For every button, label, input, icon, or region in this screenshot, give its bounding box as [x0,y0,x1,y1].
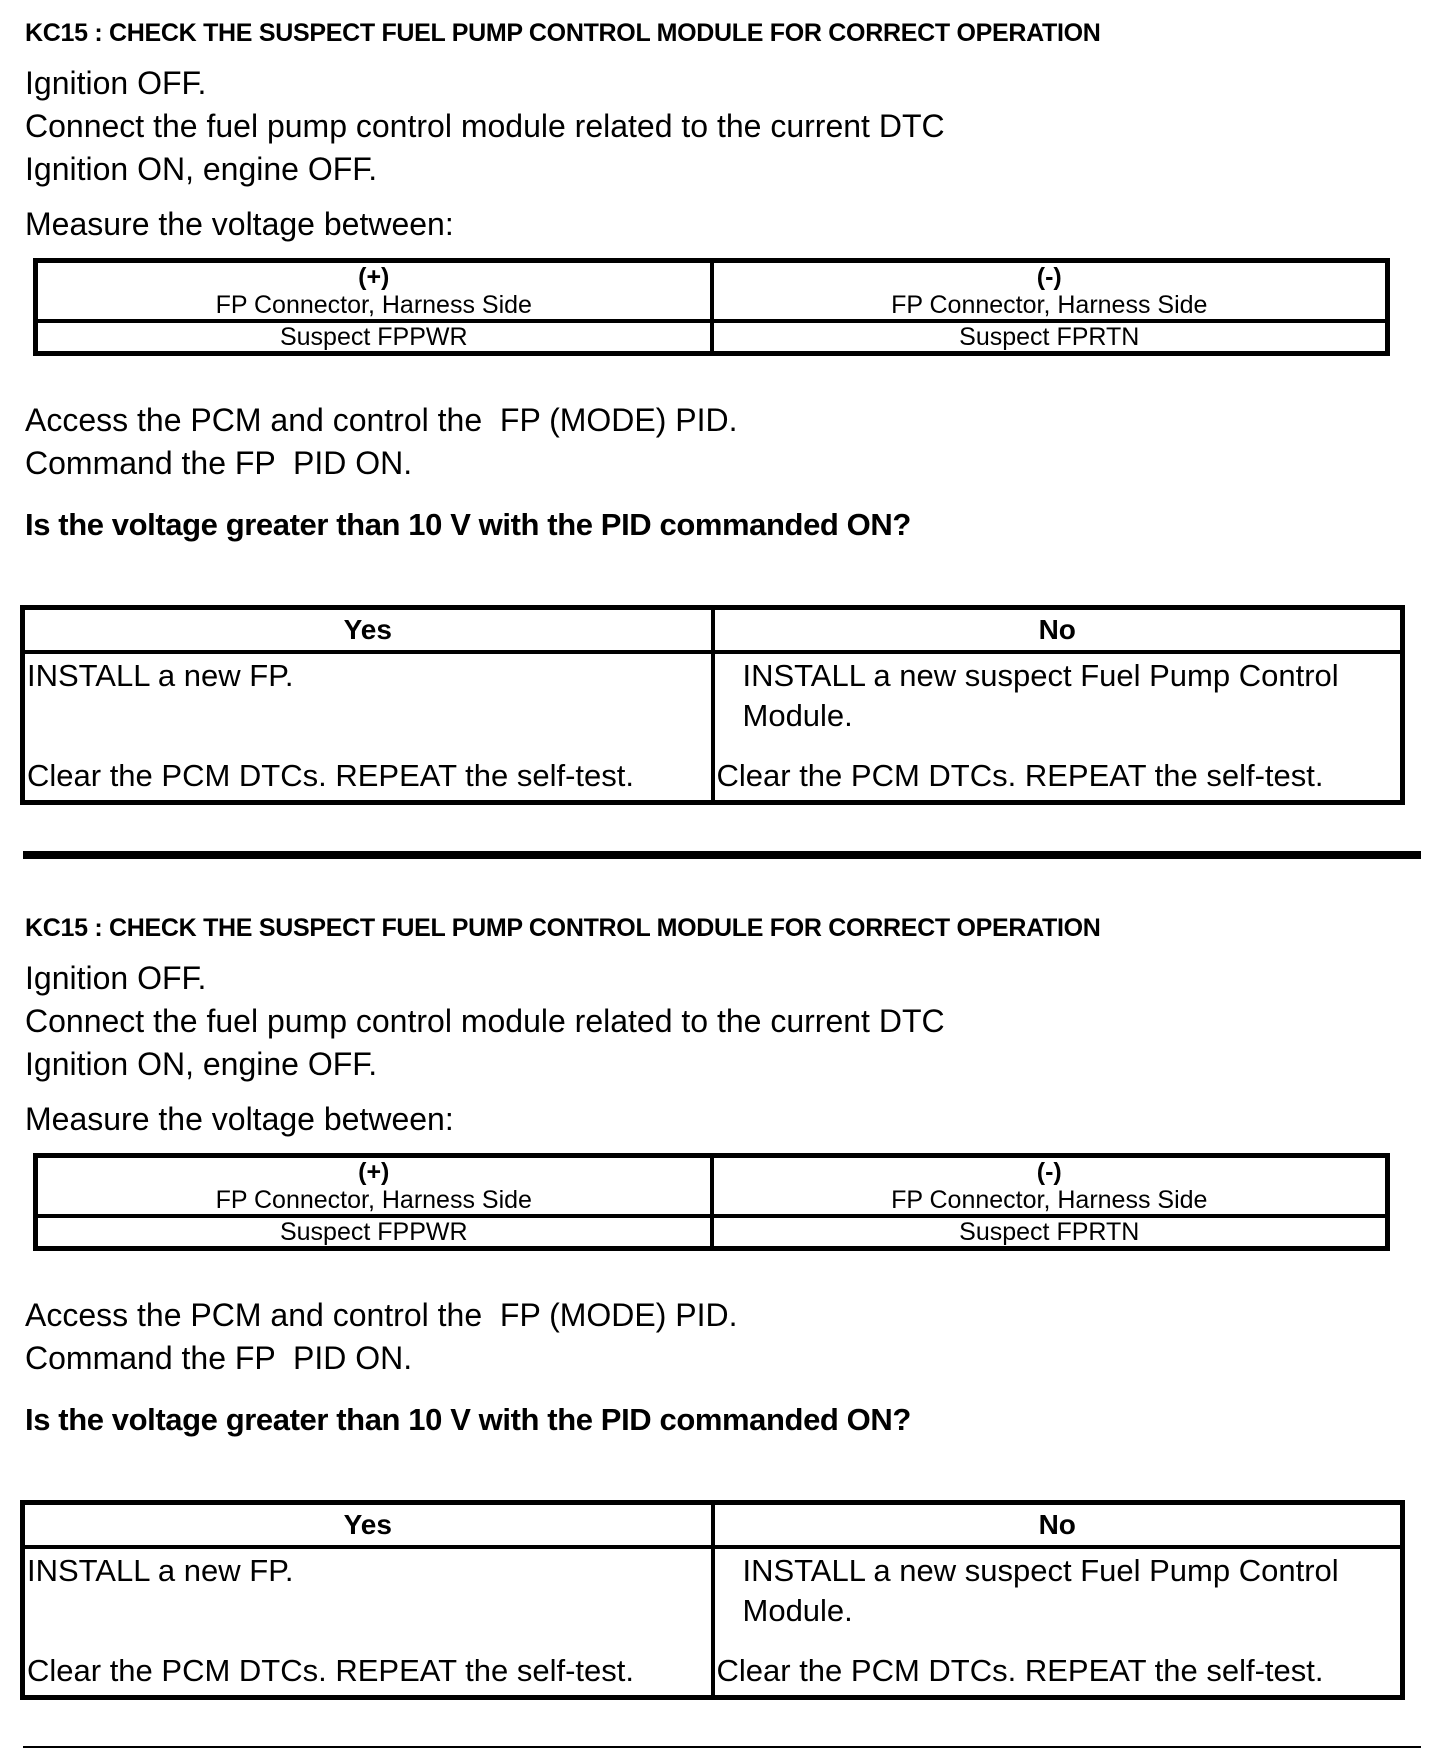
yes-column-header: Yes [23,1503,713,1548]
table-row [36,1216,1388,1249]
decision-question: Is the voltage greater than 10 V with the PID commanded ON? [25,1402,911,1437]
instruction-line: Access the PCM and control the FP (MODE) PID. [25,1297,738,1333]
table-row [36,261,1388,322]
instruction-line: Ignition ON, engine OFF. [25,151,378,187]
instruction-line: Connect the fuel pump control module related to the current DTC [25,108,945,144]
instruction-line: Ignition OFF. [25,65,207,101]
table-row [23,1547,1403,1698]
positive-header-cell [36,1156,712,1217]
voltage-measure-table [33,258,1390,356]
negative-header-cell [712,1156,1388,1217]
yes-result-cell [23,652,713,803]
positive-polarity-label: (+) [358,1158,390,1186]
section-title: KC15 : CHECK THE SUSPECT FUEL PUMP CONTROL MODULE FOR CORRECT OPERATION [25,19,1101,47]
measure-label: Measure the voltage between: [25,206,454,242]
table-row [36,1156,1388,1217]
instruction-line: Connect the fuel pump control module related to the current DTC [25,1003,945,1039]
negative-connector-label: FP Connector, Harness Side [891,1186,1208,1214]
yes-followup-text: Clear the PCM DTCs. REPEAT the self-test. [27,1653,634,1688]
instruction-line: Ignition ON, engine OFF. [25,1046,378,1082]
no-action-text: INSTALL a new suspect Fuel Pump Control Module. [742,1553,1339,1628]
measure-label: Measure the voltage between: [25,1101,454,1137]
voltage-measure-table [33,1153,1390,1251]
instruction-line: Access the PCM and control the FP (MODE) PID. [25,402,738,438]
negative-pin-cell: Suspect FPRTN [712,1216,1388,1249]
no-column-header: No [713,608,1403,653]
section-title: KC15 : CHECK THE SUSPECT FUEL PUMP CONTROL MODULE FOR CORRECT OPERATION [25,914,1101,942]
positive-polarity-label: (+) [358,263,390,291]
table-row [23,1503,1403,1548]
yes-column-header: Yes [23,608,713,653]
positive-connector-label: FP Connector, Harness Side [215,1186,532,1214]
yes-action-text: INSTALL a new FP. [27,1553,294,1588]
table-row [23,652,1403,803]
section-divider [23,851,1421,859]
yes-no-table [20,1500,1405,1700]
negative-pin-cell: Suspect FPRTN [712,321,1388,354]
negative-polarity-label: (-) [1036,1158,1062,1186]
table-row [36,321,1388,354]
positive-pin-cell: Suspect FPPWR [36,321,712,354]
table-row [23,608,1403,653]
no-result-cell [713,1547,1403,1698]
positive-connector-label: FP Connector, Harness Side [215,291,532,319]
decision-question: Is the voltage greater than 10 V with the PID commanded ON? [25,507,911,542]
positive-pin-cell: Suspect FPPWR [36,1216,712,1249]
yes-no-table [20,605,1405,805]
instruction-line: Command the FP PID ON. [25,445,413,481]
no-followup-text: Clear the PCM DTCs. REPEAT the self-test. [716,1653,1324,1688]
procedure-section-1 [25,16,1412,859]
yes-followup-text: Clear the PCM DTCs. REPEAT the self-test. [27,758,634,793]
instruction-line: Command the FP PID ON. [25,1340,413,1376]
no-result-cell [713,652,1403,803]
yes-action-text: INSTALL a new FP. [27,658,294,693]
instruction-line: Ignition OFF. [25,960,207,996]
no-action-text: INSTALL a new suspect Fuel Pump Control Module. [742,658,1339,733]
positive-header-cell [36,261,712,322]
negative-polarity-label: (-) [1036,263,1062,291]
negative-header-cell [712,261,1388,322]
procedure-section-2 [25,911,1412,1748]
no-followup-text: Clear the PCM DTCs. REPEAT the self-test. [716,758,1324,793]
yes-result-cell [23,1547,713,1698]
negative-connector-label: FP Connector, Harness Side [891,291,1208,319]
no-column-header: No [713,1503,1403,1548]
